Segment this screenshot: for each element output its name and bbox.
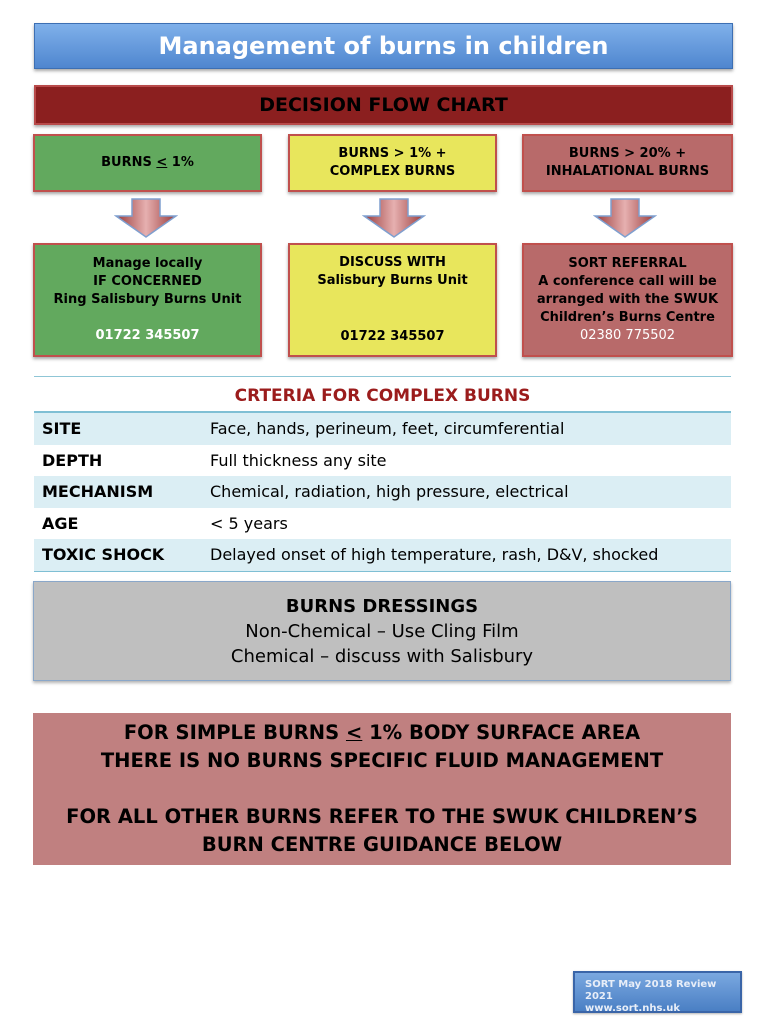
fluid-line: BURN CENTRE GUIDANCE BELOW [201,833,563,856]
dressings-line: Non-Chemical – Use Cling Film [245,620,519,642]
burns-dressings-panel [33,581,731,681]
box-line: Salisbury Burns Unit [317,273,468,288]
criteria-value: Face, hands, perineum, feet, circumferential [210,419,565,439]
box-line: Ring Salisbury Burns Unit [53,292,242,307]
arrow-down-icon [114,198,178,238]
criteria-value: < 5 years [210,513,288,533]
divider [34,376,731,377]
box-line: INHALATIONAL BURNS [545,164,710,179]
table-row [34,508,731,540]
page-title: Management of burns in children [34,23,733,69]
box-line: SORT REFERRAL [568,256,687,271]
box-burns-under-1pct [33,134,262,192]
box-line: DISCUSS WITH [339,255,446,270]
phone-number: 01722 345507 [340,329,445,344]
table-row [34,539,731,572]
box-line: BURNS > 20% + [568,146,687,161]
box-burns-over-20pct-inhalational [522,134,733,192]
criteria-key: MECHANISM [42,482,154,502]
flowchart-heading: DECISION FLOW CHART [34,85,733,125]
box-manage-locally [33,243,262,357]
table-row [34,476,731,508]
criteria-value: Delayed onset of high temperature, rash, D&V, shocked [210,545,659,565]
table-row [34,445,731,477]
dressings-title: BURNS DRESSINGS [285,595,479,617]
arrow-down-icon [593,198,657,238]
fluid-line: FOR ALL OTHER BURNS REFER TO THE SWUK CHILDREN’S [66,805,698,828]
fluid-management-panel [33,713,731,865]
box-line: BURNS > 1% + [338,146,447,161]
box-burns-over-1pct-complex [288,134,497,192]
box-sort-referral [522,243,733,357]
phone-number: 01722 345507 [95,328,200,343]
fluid-line: FOR SIMPLE BURNS < 1% BODY SURFACE AREA [123,721,641,744]
criteria-value: Full thickness any site [210,450,387,470]
criteria-value: Chemical, radiation, high pressure, electrical [210,482,569,502]
box-line: IF CONCERNED [93,274,202,289]
fluid-line: THERE IS NO BURNS SPECIFIC FLUID MANAGEMENT [100,749,664,772]
criteria-key: DEPTH [42,450,103,470]
box-discuss-with-salisbury [288,243,497,357]
criteria-table [34,411,731,572]
box-line: A conference call will be [538,274,717,289]
box-line: arranged with the SWUK [536,292,719,307]
box-burns-under-1pct-label: BURNS < 1% [101,155,194,170]
table-row [34,411,731,445]
box-line: Children’s Burns Centre [540,310,715,325]
phone-number: 02380 775502 [579,328,676,343]
criteria-heading: CRTERIA FOR COMPLEX BURNS [234,386,531,406]
box-line: COMPLEX BURNS [329,164,456,179]
criteria-key: AGE [42,513,79,533]
criteria-key: TOXIC SHOCK [42,545,165,565]
box-line: Manage locally [92,256,203,271]
criteria-key: SITE [42,419,82,439]
footer-line: SORT May 2018 Review 2021 [585,979,717,1002]
dressings-line: Chemical – discuss with Salisbury [230,645,534,667]
footer-badge [573,971,742,1013]
footer-line: www.sort.nhs.uk [585,1003,680,1014]
arrow-down-icon [362,198,426,238]
